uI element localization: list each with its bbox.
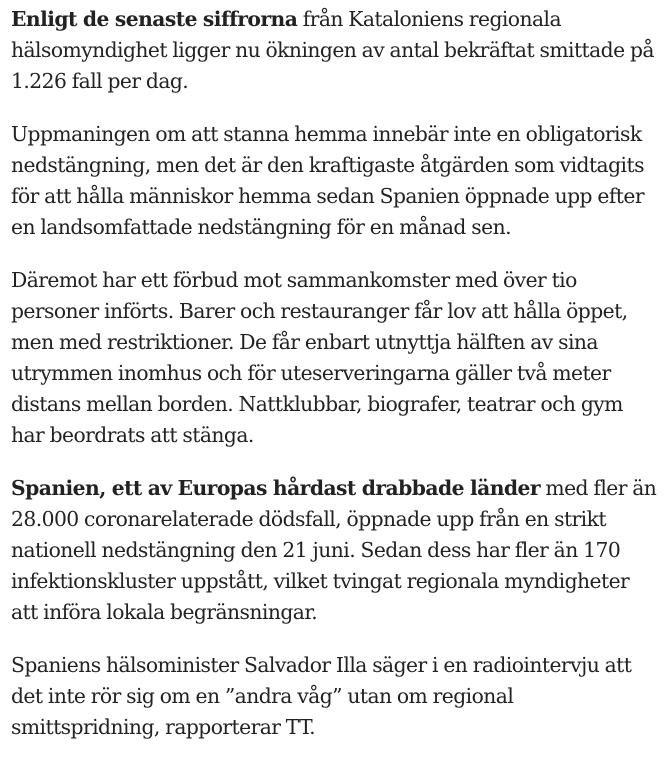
paragraph-text: Uppmaningen om att stanna hemma innebär inte en obligatorisk nedstängning, men det är den kraftigaste åtgärden som vidtagits för att hålla människor hemma sedan Spanien öppnade upp efter en landsomfattade nedstängning för en månad sen. [11,122,644,239]
paragraph-text: med fler än 28.000 coronarelaterade dödsfall, öppnade upp från en strikt nationell nedstängning den 21 juni. Sedan dess har fler än 170 infektionskluster uppstått, vilket tvingat regionala myndigheter att införa lokala begränsningar. [11,476,657,624]
paragraph-text: Däremot har ett förbud mot sammankomster med över tio personer införts. Barer och restauranger får lov att hålla öppet, men med restriktioner. De får enbart utnyttja hälften av sina utrymmen inomhus och för uteserveringarna gäller två meter distans mellan borden. Nattklubbar, biografer, teatrar och gym har beordrats att stänga. [11,268,628,447]
paragraph-lead: Enligt de senaste siffrorna [11,7,298,31]
article-paragraph [11,119,658,243]
paragraph-text: från Kataloniens regionala hälsomyndighet ligger nu ökningen av antal bekräftat smittade på 1.226 fall per dag. [11,7,654,93]
article-paragraph [11,265,658,451]
article-paragraph [11,650,658,743]
paragraph-text: Spaniens hälsominister Salvador Illa säger i en radiointervju att det inte rör sig om en ”andra våg” utan om regional smittspridning, rapporterar TT. [11,653,632,739]
article-paragraph [11,473,658,628]
article-paragraph [11,4,658,97]
paragraph-lead: Spanien, ett av Europas hårdast drabbade länder [11,476,541,500]
